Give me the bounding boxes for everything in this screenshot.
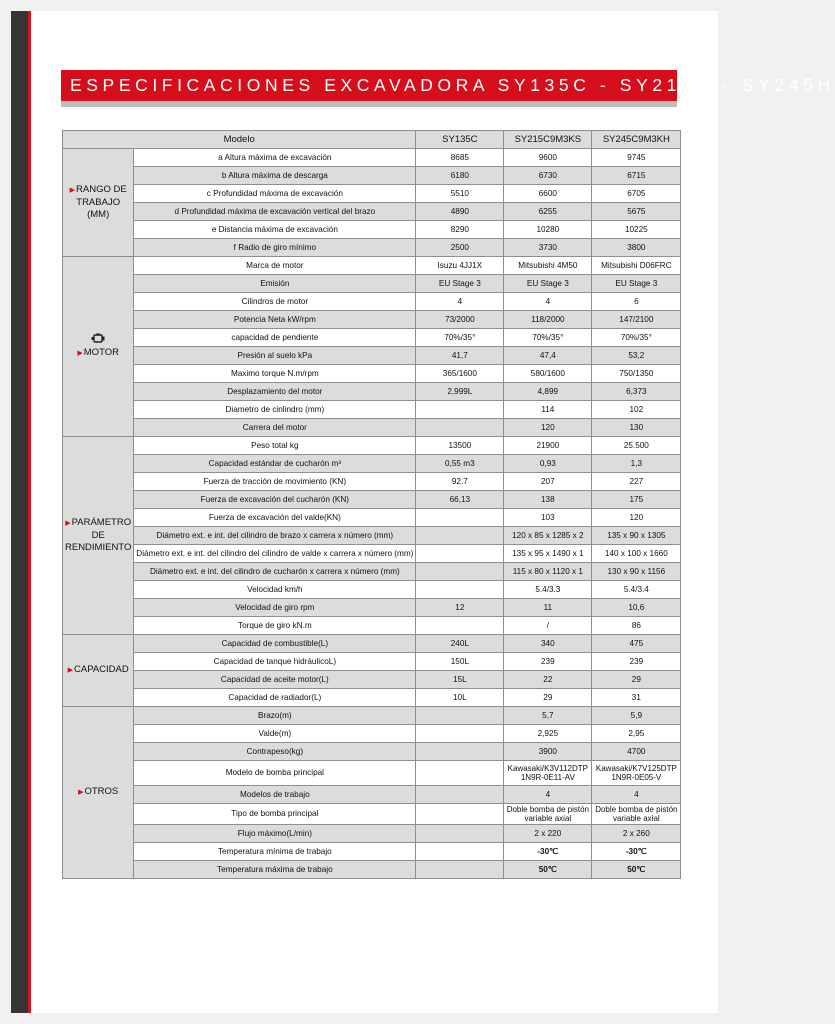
- cell-value: 120 x 85 x 1285 x 2: [504, 527, 592, 545]
- engine-icon: [91, 333, 105, 344]
- section-parametro-rendimiento: ▶PARÁMETRO DE RENDIMIENTO: [63, 437, 134, 635]
- table-row: [63, 221, 681, 239]
- cell-value: 118/2000: [504, 311, 592, 329]
- cell-value: 5510: [416, 185, 504, 203]
- cell-value: Doble bomba de pistón variable axial: [504, 804, 592, 825]
- section-motor: ▶MOTOR: [63, 257, 134, 437]
- cell-value: 15L: [416, 671, 504, 689]
- row-label: c Profundidad máxima de excavación: [134, 185, 416, 203]
- table-row: [63, 743, 681, 761]
- row-label: Presión al suelo kPa: [134, 347, 416, 365]
- cell-value: -30℃: [592, 843, 681, 861]
- cell-value: [416, 761, 504, 786]
- row-label: Temperatura máxima de trabajo: [134, 861, 416, 879]
- table-row: [63, 203, 681, 221]
- table-row: [63, 401, 681, 419]
- table-row: [63, 185, 681, 203]
- cell-value: 5,7: [504, 707, 592, 725]
- table-row: [63, 861, 681, 879]
- cell-value: 70%/35°: [416, 329, 504, 347]
- cell-value: 150L: [416, 653, 504, 671]
- cell-value: 6715: [592, 167, 681, 185]
- cell-value: 10,6: [592, 599, 681, 617]
- row-label: Capacidad de combustible(L): [134, 635, 416, 653]
- cell-value: 138: [504, 491, 592, 509]
- cell-value: 70%/35°: [504, 329, 592, 347]
- cell-value: 2,95: [592, 725, 681, 743]
- cell-value: 102: [592, 401, 681, 419]
- cell-value: 73/2000: [416, 311, 504, 329]
- cell-value: 4: [592, 786, 681, 804]
- cell-value: 10225: [592, 221, 681, 239]
- row-label: Capacidad de tanque hidráulicoL): [134, 653, 416, 671]
- cell-value: [416, 786, 504, 804]
- cell-value: 70%/35°: [592, 329, 681, 347]
- cell-value: [416, 617, 504, 635]
- cell-value: 2500: [416, 239, 504, 257]
- table-row: [63, 671, 681, 689]
- cell-value: 25.500: [592, 437, 681, 455]
- cell-value: 340: [504, 635, 592, 653]
- arrow-icon: ▶: [77, 350, 83, 357]
- cell-value: 21900: [504, 437, 592, 455]
- row-label: Diametro de cinlindro (mm): [134, 401, 416, 419]
- row-label: Capacidad de radiador(L): [134, 689, 416, 707]
- cell-value: 5.4/3.4: [592, 581, 681, 599]
- row-label: capacidad de pendiente: [134, 329, 416, 347]
- section-capacidad: ▶CAPACIDAD: [63, 635, 134, 707]
- cell-value: 50℃: [592, 861, 681, 879]
- cell-value: 31: [592, 689, 681, 707]
- cell-value: EU Stage 3: [592, 275, 681, 293]
- cell-value: [416, 725, 504, 743]
- row-label: Tipo de bomba principal: [134, 804, 416, 825]
- row-label: Flujo máximo(L/min): [134, 825, 416, 843]
- row-label: f Radio de giro mínimo: [134, 239, 416, 257]
- cell-value: 53,2: [592, 347, 681, 365]
- cell-value: 92.7: [416, 473, 504, 491]
- row-label: Diámetro ext. e int. del cilindro de cucharón x carrera x número (mm): [134, 563, 416, 581]
- cell-value: 475: [592, 635, 681, 653]
- cell-value: 9745: [592, 149, 681, 167]
- cell-value: 239: [592, 653, 681, 671]
- row-label: Marca de motor: [134, 257, 416, 275]
- cell-value: EU Stage 3: [504, 275, 592, 293]
- cell-value: 13500: [416, 437, 504, 455]
- cell-value: [416, 804, 504, 825]
- cell-value: 135 x 95 x 1490 x 1: [504, 545, 592, 563]
- cell-value: 5,9: [592, 707, 681, 725]
- cell-value: 6,373: [592, 383, 681, 401]
- table-row: [63, 365, 681, 383]
- cell-value: 175: [592, 491, 681, 509]
- cell-value: [416, 825, 504, 843]
- cell-value: 4: [504, 786, 592, 804]
- table-row: [63, 473, 681, 491]
- row-label: Velocidad km/h: [134, 581, 416, 599]
- cell-value: 1,3: [592, 455, 681, 473]
- cell-value: 4,899: [504, 383, 592, 401]
- table-row: [63, 293, 681, 311]
- cell-value: 580/1600: [504, 365, 592, 383]
- row-label: Emisión: [134, 275, 416, 293]
- spec-table: [62, 130, 681, 879]
- cell-value: 2,925: [504, 725, 592, 743]
- row-label: Cilindros de motor: [134, 293, 416, 311]
- cell-value: [416, 743, 504, 761]
- table-row: [63, 653, 681, 671]
- row-label: Diámetro ext. e int. del cilindro del cilindro de valde x carrera x número (mm): [134, 545, 416, 563]
- table-row: [63, 689, 681, 707]
- table-row: [63, 599, 681, 617]
- cell-value: 10L: [416, 689, 504, 707]
- row-label: Diámetro ext. e int. del cilindro de brazo x carrera x número (mm): [134, 527, 416, 545]
- table-row: [63, 347, 681, 365]
- arrow-icon: ▶: [67, 667, 73, 674]
- row-label: d Profundidad máxima de excavación vertical del brazo: [134, 203, 416, 221]
- row-label: a Altura máxima de excavación: [134, 149, 416, 167]
- row-label: Fuerza de tracción de movimiento (KN): [134, 473, 416, 491]
- cell-value: 240L: [416, 635, 504, 653]
- table-row: [63, 545, 681, 563]
- cell-value: 86: [592, 617, 681, 635]
- cell-value: 115 x 80 x 1120 x 1: [504, 563, 592, 581]
- cell-value: [416, 581, 504, 599]
- cell-value: 147/2100: [592, 311, 681, 329]
- table-row: [63, 707, 681, 725]
- table-row: [63, 149, 681, 167]
- row-label: Fuerza de excavación del cucharón (KN): [134, 491, 416, 509]
- cell-value: Doble bomba de pistón variable axial: [592, 804, 681, 825]
- table-row: [63, 617, 681, 635]
- cell-value: 29: [592, 671, 681, 689]
- table-row: [63, 419, 681, 437]
- row-label: Fuerza de excavación del valde(KN): [134, 509, 416, 527]
- table-row: [63, 329, 681, 347]
- cell-value: 120: [592, 509, 681, 527]
- cell-value: 114: [504, 401, 592, 419]
- cell-value: 9600: [504, 149, 592, 167]
- cell-value: [416, 861, 504, 879]
- cell-value: 239: [504, 653, 592, 671]
- cell-value: 8290: [416, 221, 504, 239]
- table-row: [63, 527, 681, 545]
- left-dark-band: [11, 11, 28, 1013]
- table-row: [63, 167, 681, 185]
- cell-value: 4890: [416, 203, 504, 221]
- section-rango-trabajo: ▶RANGO DE TRABAJO (MM): [63, 149, 134, 257]
- cell-value: [416, 401, 504, 419]
- cell-value: 4700: [592, 743, 681, 761]
- table-row: [63, 581, 681, 599]
- cell-value: 103: [504, 509, 592, 527]
- row-label: Valde(m): [134, 725, 416, 743]
- table-row: [63, 257, 681, 275]
- row-label: Torque de giro kN.m: [134, 617, 416, 635]
- row-label: Desplazamiento del motor: [134, 383, 416, 401]
- cell-value: 2,999L: [416, 383, 504, 401]
- cell-value: Isuzu 4JJ1X: [416, 257, 504, 275]
- left-red-band: [28, 11, 31, 1013]
- row-label: e Distancia máxima de excavación: [134, 221, 416, 239]
- cell-value: /: [504, 617, 592, 635]
- table-row: [63, 491, 681, 509]
- cell-value: [416, 527, 504, 545]
- table-row: [63, 761, 681, 786]
- table-header-row: [63, 131, 681, 149]
- cell-value: 0,55 m3: [416, 455, 504, 473]
- table-row: [63, 635, 681, 653]
- table-row: [63, 383, 681, 401]
- cell-value: [416, 509, 504, 527]
- cell-value: 0,93: [504, 455, 592, 473]
- cell-value: 4: [504, 293, 592, 311]
- row-label: Capacidad estándar de cucharón m³: [134, 455, 416, 473]
- cell-value: Kawasaki/K3V112DTP 1N9R-0E11-AV: [504, 761, 592, 786]
- cell-value: 3730: [504, 239, 592, 257]
- cell-value: 2 x 220: [504, 825, 592, 843]
- row-label: Capacidad de aceite motor(L): [134, 671, 416, 689]
- header-model-2: SY215C9M3KS: [504, 131, 592, 149]
- cell-value: 50℃: [504, 861, 592, 879]
- cell-value: 47,4: [504, 347, 592, 365]
- cell-value: 120: [504, 419, 592, 437]
- cell-value: 5675: [592, 203, 681, 221]
- row-label: Peso total kg: [134, 437, 416, 455]
- title-underline: [61, 101, 677, 107]
- cell-value: 11: [504, 599, 592, 617]
- cell-value: 227: [592, 473, 681, 491]
- table-row: [63, 311, 681, 329]
- cell-value: [416, 843, 504, 861]
- cell-value: 130: [592, 419, 681, 437]
- cell-value: 6730: [504, 167, 592, 185]
- cell-value: [416, 545, 504, 563]
- cell-value: 3900: [504, 743, 592, 761]
- cell-value: 6: [592, 293, 681, 311]
- table-row: [63, 275, 681, 293]
- cell-value: 6705: [592, 185, 681, 203]
- cell-value: 130 x 90 x 1156: [592, 563, 681, 581]
- cell-value: 2 x 260: [592, 825, 681, 843]
- row-label: Maximo torque N.m/rpm: [134, 365, 416, 383]
- row-label: Temperatura mínima de trabajo: [134, 843, 416, 861]
- table-row: [63, 509, 681, 527]
- cell-value: 6600: [504, 185, 592, 203]
- cell-value: 6180: [416, 167, 504, 185]
- cell-value: 12: [416, 599, 504, 617]
- table-row: [63, 843, 681, 861]
- row-label: b Altura máxima de descarga: [134, 167, 416, 185]
- table-row: [63, 455, 681, 473]
- cell-value: 750/1350: [592, 365, 681, 383]
- row-label: Carrera del motor: [134, 419, 416, 437]
- spec-sheet-page: [11, 11, 835, 1013]
- row-label: Velocidad de giro rpm: [134, 599, 416, 617]
- cell-value: Mitsubishi 4M50: [504, 257, 592, 275]
- cell-value: 140 x 100 x 1660: [592, 545, 681, 563]
- row-label: Contrapeso(kg): [134, 743, 416, 761]
- row-label: Modelos de trabajo: [134, 786, 416, 804]
- table-row: [63, 725, 681, 743]
- cell-value: 66,13: [416, 491, 504, 509]
- cell-value: -30℃: [504, 843, 592, 861]
- header-model-3: SY245C9M3KH: [592, 131, 681, 149]
- cell-value: 365/1600: [416, 365, 504, 383]
- cell-value: EU Stage 3: [416, 275, 504, 293]
- arrow-icon: ▶: [78, 789, 84, 796]
- cell-value: Mitsubishi D06FRC: [592, 257, 681, 275]
- cell-value: Kawasaki/K7V125DTP 1N9R-0E05-V: [592, 761, 681, 786]
- cell-value: 29: [504, 689, 592, 707]
- table-row: [63, 825, 681, 843]
- table-row: [63, 437, 681, 455]
- header-model-1: SY135C: [416, 131, 504, 149]
- cell-value: 6255: [504, 203, 592, 221]
- table-row: [63, 563, 681, 581]
- cell-value: 4: [416, 293, 504, 311]
- cell-value: 8685: [416, 149, 504, 167]
- row-label: Modelo de bomba principal: [134, 761, 416, 786]
- arrow-icon: ▶: [69, 187, 76, 194]
- arrow-icon: ▶: [65, 520, 71, 527]
- section-otros: ▶OTROS: [63, 707, 134, 879]
- cell-value: 22: [504, 671, 592, 689]
- cell-value: 3800: [592, 239, 681, 257]
- cell-value: 135 x 90 x 1305: [592, 527, 681, 545]
- table-row: [63, 804, 681, 825]
- table-row: [63, 786, 681, 804]
- cell-value: 5.4/3.3: [504, 581, 592, 599]
- row-label: Brazo(m): [134, 707, 416, 725]
- row-label: Potencia Neta kW/rpm: [134, 311, 416, 329]
- header-modelo: Modelo: [63, 131, 416, 149]
- cell-value: [416, 563, 504, 581]
- page-title: ESPECIFICACIONES EXCAVADORA SY135C - SY215C - SY245H: [61, 70, 677, 101]
- cell-value: [416, 707, 504, 725]
- table-row: [63, 239, 681, 257]
- cell-value: 207: [504, 473, 592, 491]
- cell-value: 41,7: [416, 347, 504, 365]
- cell-value: 10280: [504, 221, 592, 239]
- cell-value: [416, 419, 504, 437]
